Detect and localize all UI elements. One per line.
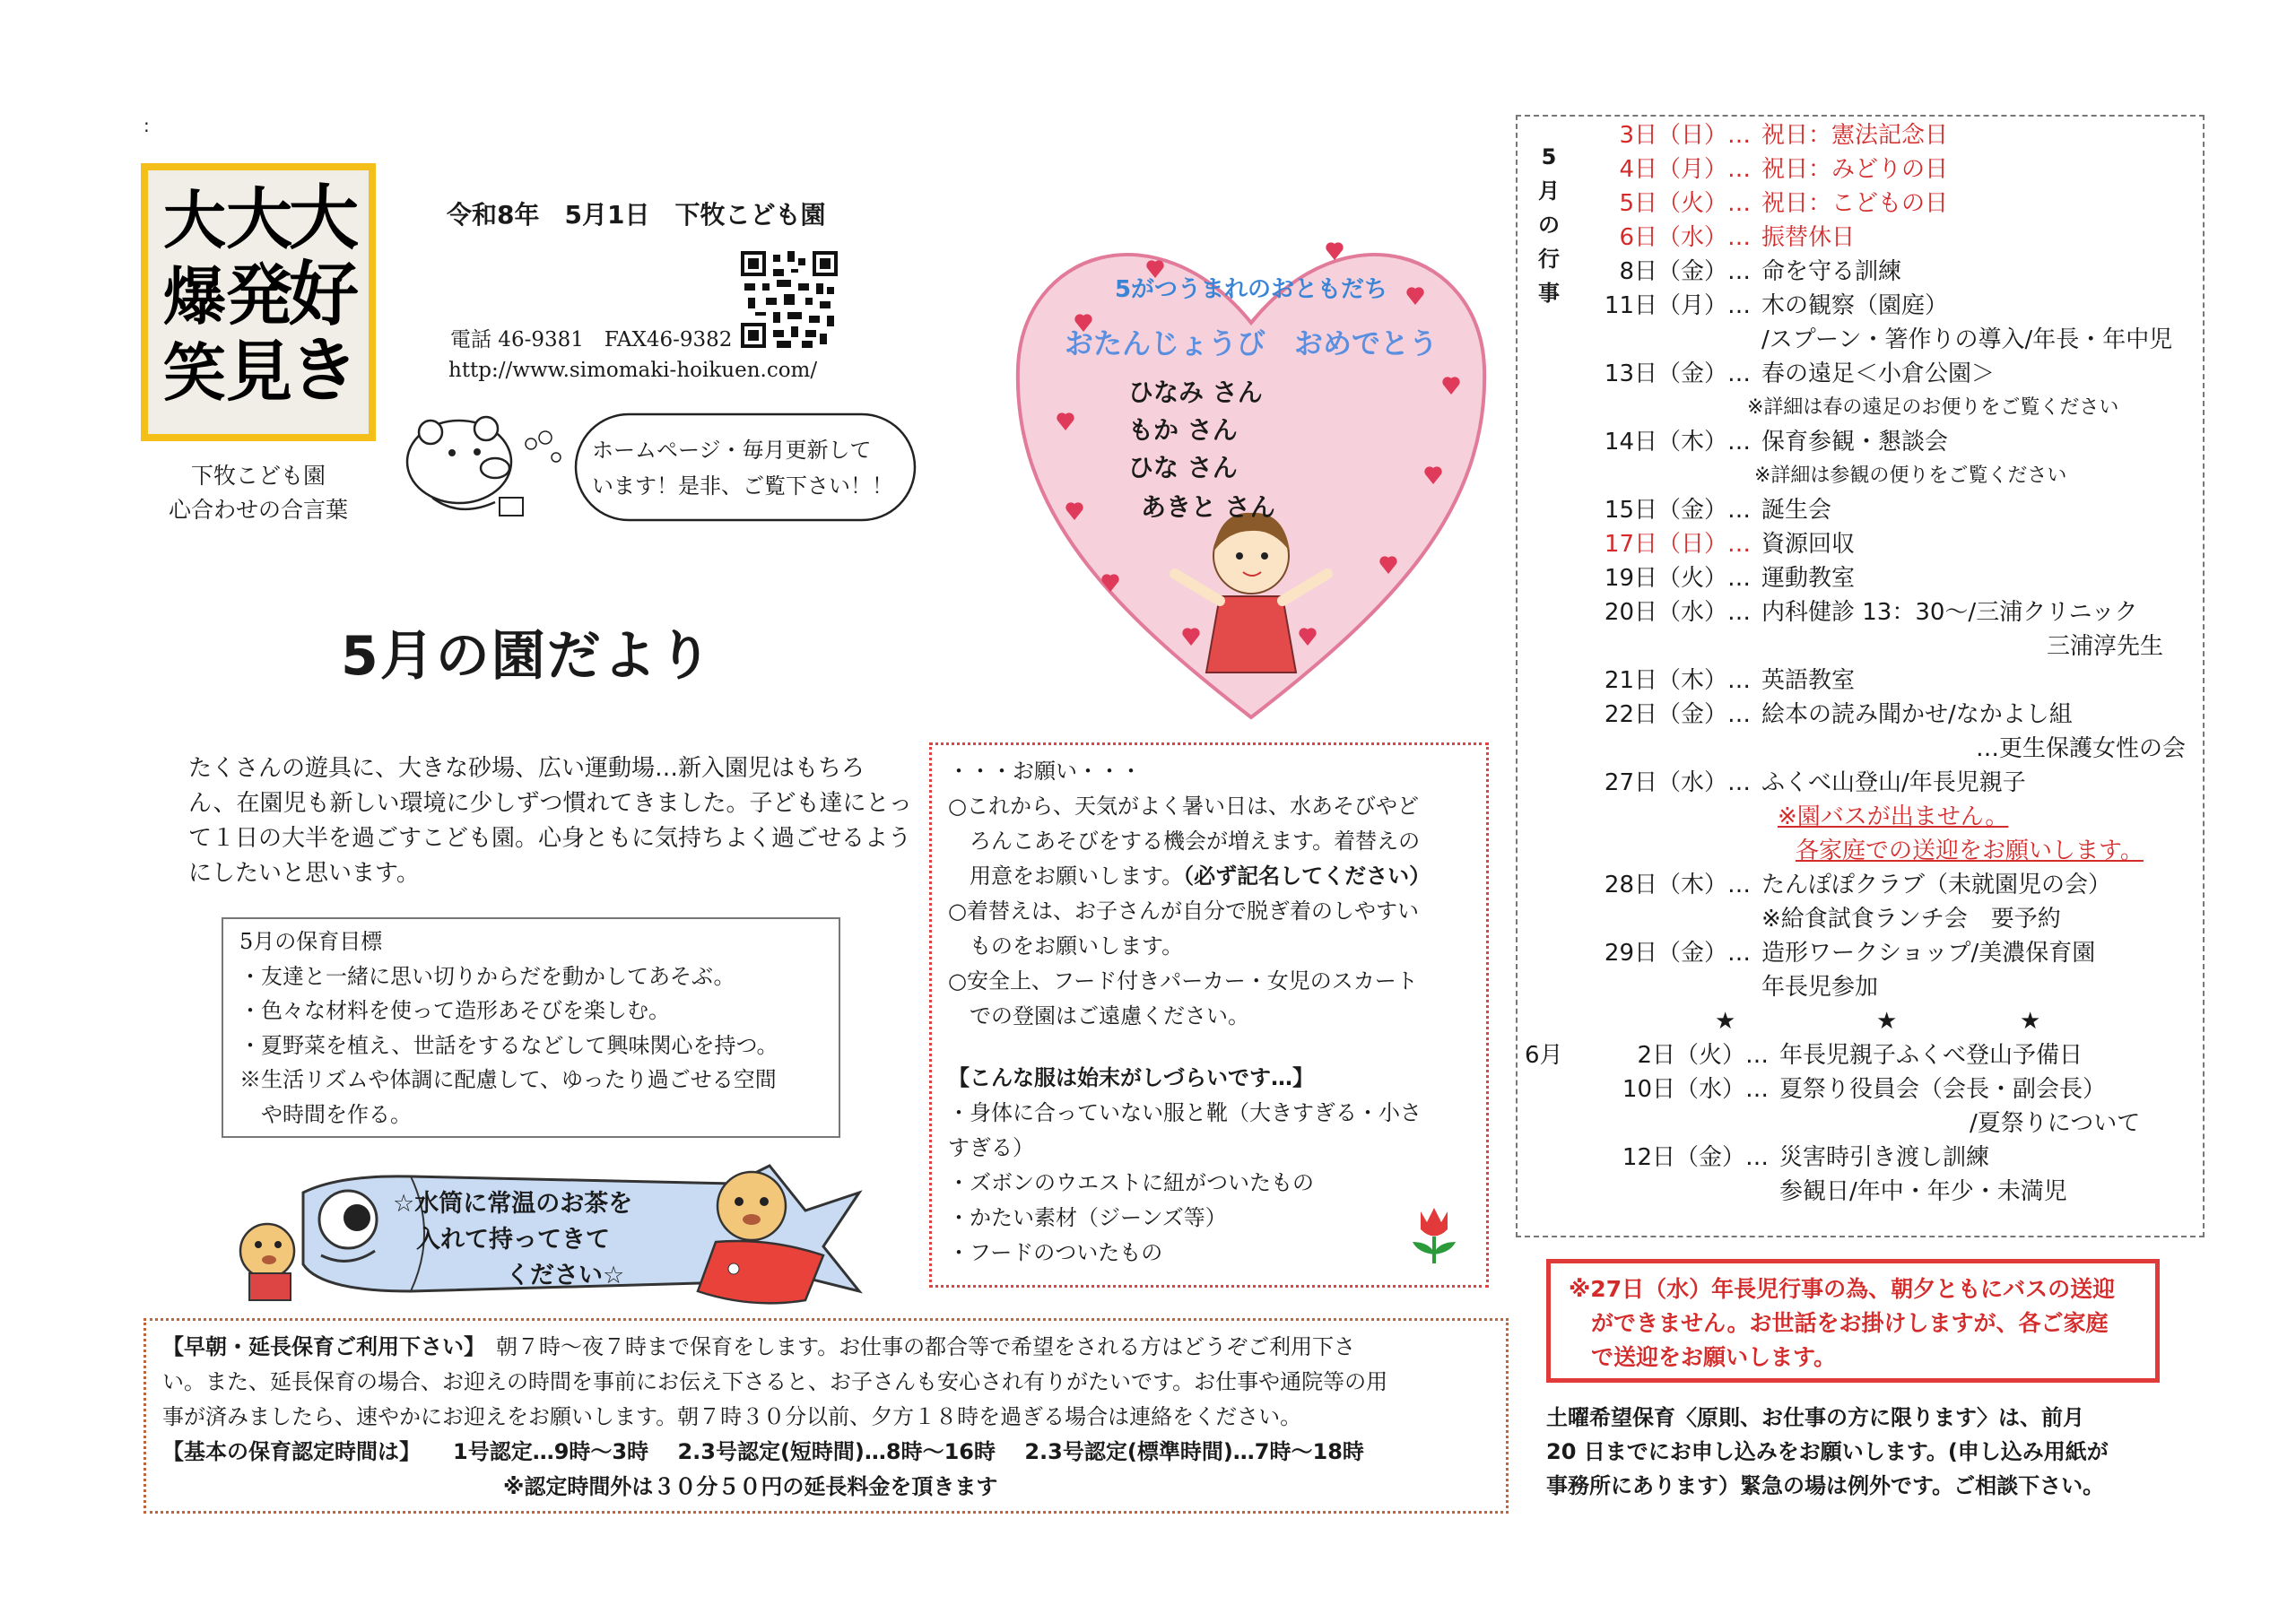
extended-heading: 【早朝・延長保育ご利用下さい】 (162, 1334, 474, 1359)
event-name: 祝日：憲法記念日 (1761, 122, 1949, 149)
event-name: 夏祭り役員会（会長・副会長） (1779, 1076, 2107, 1103)
request-line: ○安全上、フード付きパーカー・女児のスカート (948, 968, 1418, 994)
goal-item: ・友達と一緒に思い切りからだを動かしてあそぶ。 (239, 963, 735, 989)
event-name: たんぽぽクラブ（未就園児の会） (1761, 872, 2112, 898)
vtitle-char: 行 (1538, 247, 1560, 272)
event-date: 12日（金）… (1622, 1144, 1769, 1171)
goal-item: ・夏野菜を植え、世話をするなどして興味関心を持つ。 (239, 1032, 778, 1058)
clothes-item: すぎる） (948, 1135, 1034, 1160)
event-date: 4日（月）… (1619, 156, 1751, 183)
top-mark: : (144, 115, 150, 136)
event-name: 絵本の読み聞かせ/なかよし組 (1761, 701, 2073, 728)
request-line: ○これから、天気がよく暑い日は、水あそびやど (948, 794, 1419, 819)
bus-cancel-notice (1546, 1259, 2160, 1383)
event-date: 3日（日）… (1619, 122, 1751, 149)
event-date: 13日（金）… (1604, 360, 1751, 387)
event-name: 資源回収 (1761, 531, 1856, 558)
schedule-row (1589, 425, 1948, 459)
event-name: 年長児親子ふくべ登山予備日 (1779, 1042, 2083, 1069)
intro-line-3: て１日の大半を過ごすこども園。心身ともに気持ちよく過ごせるよう (188, 825, 912, 852)
spacer (948, 1034, 1431, 1061)
request-box (929, 742, 1489, 1288)
schedule-row (1589, 187, 1948, 221)
schedule-row (1589, 527, 1855, 561)
event-date: 17日（日）… (1604, 531, 1751, 558)
schedule-row (1589, 289, 1948, 323)
page-title: 5月の園だより (341, 625, 714, 688)
vtitle-char: 5 (1541, 144, 1557, 169)
bear-speech-illustration (396, 412, 917, 525)
saturday-care-notice (1546, 1401, 2109, 1503)
bus-notice-line: ※27日（水）年長児行事の為、朝夕ともにバスの送迎 (1569, 1276, 2116, 1302)
request-line-with-bold (948, 859, 1431, 894)
event-name: 振替休日 (1761, 224, 1856, 251)
schedule-row-continued: ※給食試食ランチ会 要予約 (1761, 906, 2061, 933)
request-line: ろんこあそびをする機会が増えます。着替えの (948, 829, 1421, 854)
logo-char-1: 好 (288, 254, 360, 335)
intro-line-1: たくさんの遊具に、大きな砂場、広い運動場…新入園児はもちろ (188, 755, 865, 782)
event-name: 英語教室 (1761, 667, 1856, 694)
schedule-row (1589, 664, 1855, 698)
koinobori-line-3: ください☆ (506, 1262, 625, 1289)
schedule-row (1589, 868, 2111, 902)
event-date: 20日（水）… (1604, 599, 1751, 626)
birthday-name: もか さん (1128, 415, 1238, 445)
goals-heading: 5月の保育目標 (239, 929, 383, 954)
extended-care-box (144, 1318, 1509, 1514)
june-label: 6月 (1525, 1042, 1563, 1069)
event-date: 11日（月）… (1604, 292, 1751, 319)
event-name: 祝日：みどりの日 (1761, 156, 1949, 183)
schedule-row (1607, 1141, 1989, 1175)
schedule-row (1589, 152, 1948, 187)
goal-item: や時間を作る。 (239, 1101, 412, 1127)
may-events-schedule (1516, 115, 2205, 1237)
bus-notice-line: で送迎をお願いします。 (1569, 1344, 1837, 1370)
logo-char-4: 発 (226, 257, 292, 334)
schedule-row (1589, 561, 1855, 595)
schedule-row (1589, 357, 1995, 391)
event-date: 19日（火）… (1604, 565, 1751, 592)
schedule-row (1589, 221, 1855, 255)
schedule-row (1589, 493, 1831, 527)
star-divider: ★ (2020, 1008, 2041, 1035)
extended-line-1 (162, 1330, 1506, 1365)
schedule-row-continued: 年長児参加 (1761, 974, 1879, 1001)
saturday-line: 20 日までにお申し込みをお願いします。(申し込み用紙が (1546, 1439, 2109, 1464)
event-date: 10日（水）… (1622, 1076, 1769, 1103)
vtitle-char: の (1538, 213, 1560, 238)
logo-char-8: 笑 (163, 335, 226, 410)
tulip-icon (1407, 1202, 1461, 1265)
schedule-row (1589, 118, 1948, 152)
star-divider: ★ (1876, 1008, 1898, 1035)
calligraphy-art (148, 170, 369, 434)
clothes-item: ・かたい素材（ジーンズ等） (948, 1205, 1227, 1230)
event-name: 命を守る訓練 (1761, 258, 1902, 285)
event-date: 28日（木）… (1604, 872, 1751, 898)
koinobori-line-1: ☆水筒に常温のお茶を (393, 1190, 633, 1218)
logo-char-6: 大 (163, 183, 226, 257)
schedule-row-continued: /スプーン・箸作りの導入/年長・年中児 (1761, 326, 2173, 353)
intro-line-2: ん、在園児も新しい環境に少しずつ慣れてきました。子ども達にとっ (188, 790, 913, 817)
schedule-row (1589, 595, 2138, 629)
birthday-name: ひな さん (1128, 453, 1238, 482)
event-name: 木の観察（園庭） (1761, 292, 1949, 319)
event-date: 6日（水）… (1619, 224, 1751, 251)
request-line-text: 用意をお願いします。 (948, 864, 1184, 889)
certification-hours: 【基本の保育認定時間は】 1号認定…9時～3時 2.3号認定(短時間)…8時～16時 2.3号認定(標準時間)…7時～18時 (162, 1439, 1364, 1464)
event-date: 2日（火）… (1637, 1042, 1769, 1069)
clothes-item: ・ズボンのウエストに紐がついたもの (948, 1170, 1314, 1195)
vtitle-char: 事 (1538, 281, 1560, 306)
event-date: 14日（木）… (1604, 429, 1751, 456)
schedule-vertical-title (1535, 140, 1562, 310)
extended-text: 朝７時～夜７時まで保育をします。お仕事の都合等で希望をされる方はどうぞご利用下さ (474, 1334, 1356, 1359)
request-heading: ・・・お願い・・・ (948, 759, 1142, 784)
request-line: ものをお願いします。 (948, 933, 1184, 959)
calligraphy-logo (141, 163, 376, 441)
phone-fax: 電話 46-9381 FAX46-9382 (450, 328, 733, 352)
schedule-row-continued: 参観日/年中・年少・未満児 (1779, 1178, 2067, 1205)
logo-char-0: 大 (288, 178, 360, 259)
request-line: での登園はご遠慮ください。 (948, 1003, 1249, 1028)
event-name: 誕生会 (1761, 497, 1832, 524)
schedule-row-continued: 三浦淳先生 (2046, 633, 2163, 660)
logo-char-7: 爆 (163, 259, 226, 334)
birthday-greeting: おたんじょうび おめでとう (1064, 326, 1438, 360)
logo-char-2: き (288, 330, 360, 412)
birthday-name: あきと さん (1141, 492, 1275, 522)
logo-char-5: 見 (226, 334, 292, 411)
event-date: 21日（木）… (1604, 667, 1751, 694)
logo-caption-2: 心合わせの合言葉 (168, 497, 348, 523)
schedule-row (1589, 698, 2073, 732)
event-name: 災害時引き渡し訓練 (1779, 1144, 1990, 1171)
bus-notice-line: ができません。お世話をお掛けしますが、各ご家庭 (1569, 1310, 2109, 1336)
event-name: 保育参観・懇談会 (1761, 429, 1949, 456)
koinobori-banner (231, 1157, 870, 1318)
event-name: ふくべ山登山/年長児親子 (1761, 769, 2026, 796)
bus-note-2: 各家庭での送迎をお願いします。 (1796, 838, 2144, 864)
schedule-row-continued: /夏祭りについて (1970, 1110, 2141, 1137)
qr-code[interactable] (741, 251, 838, 348)
event-date: 22日（金）… (1604, 701, 1751, 728)
event-name: 造形ワークショップ/美濃保育園 (1761, 940, 2096, 967)
schedule-row (1589, 255, 1901, 289)
schedule-note: ※詳細は春の遠足のお便りをご覧ください (1747, 396, 2119, 419)
goal-item: ・色々な材料を使って造形あそびを楽しむ。 (239, 998, 670, 1023)
intro-paragraph (188, 751, 912, 891)
intro-line-4: にしたいと思います。 (188, 860, 420, 887)
saturday-line: 土曜希望保育〈原則、お仕事の方に限ります〉は、前月 (1546, 1405, 2084, 1430)
request-line: ○着替えは、お子さんが自分で脱ぎ着のしやすい (948, 898, 1419, 924)
clothes-item: ・身体に合っていない服と靴（大きすぎる・小さ (948, 1100, 1422, 1125)
logo-char-3: 大 (226, 181, 292, 258)
event-date: 27日（水）… (1604, 769, 1751, 796)
goal-item: ※生活リズムや体調に配慮して、ゆったり過ごせる空間 (239, 1067, 777, 1092)
extended-line-3: 事が済みましたら、速やかにお迎えをお願いします。朝７時３０分以前、夕方１８時を過ぎる場合は連絡をください。 (162, 1404, 1302, 1429)
star-divider: ★ (1715, 1008, 1736, 1035)
saturday-line: 事務所にあります）緊急の場は例外です。ご相談下さい。 (1546, 1473, 2105, 1498)
request-content (948, 754, 1431, 1271)
event-name: 祝日：こどもの日 (1761, 190, 1949, 217)
event-date: 29日（金）… (1604, 940, 1751, 967)
event-name: 春の遠足＜小倉公園＞ (1761, 360, 1996, 387)
event-date: 15日（金）… (1604, 497, 1751, 524)
schedule-row (1589, 766, 2026, 800)
monthly-goals-box (222, 917, 840, 1138)
request-bold-note: （必ず記名してください） (1183, 864, 1431, 889)
birthday-subtitle: 5がつうまれのおともだち (1114, 276, 1388, 303)
extension-fee-note: ※認定時間外は３０分５０円の延長料金を頂きます (503, 1474, 998, 1499)
schedule-row-continued: …更生保護女性の会 (1975, 735, 2186, 762)
koinobori-line-2: 入れて持ってきて (416, 1226, 610, 1254)
schedule-row (1607, 1038, 2083, 1072)
birthday-name: ひなみ さん (1128, 378, 1263, 407)
event-date: 5日（火）… (1619, 190, 1751, 217)
extended-line-2: い。また、延長保育の場合、お迎えの時間を事前にお伝え下さると、お子さんも安心され有りがたいです。お仕事や通院等の用 (162, 1369, 1388, 1394)
speech-line-2: います！是非、ご覧下さい！！ (592, 473, 893, 499)
website-url[interactable]: http://www.simomaki-hoikuen.com/ (448, 359, 818, 382)
bus-note-1: ※園バスが出ません。 (1778, 803, 2009, 830)
logo-caption-1: 下牧こども園 (190, 463, 326, 489)
event-name: 内科健診 13：30～/三浦クリニック (1761, 599, 2138, 626)
birthday-heart (1004, 188, 1498, 726)
schedule-row (1589, 936, 2095, 970)
vtitle-char: 月 (1538, 178, 1560, 204)
event-date: 8日（金）… (1619, 258, 1751, 285)
speech-line-1: ホームページ・毎月更新して (592, 438, 872, 463)
date-line: 令和8年 5月1日 下牧こども園 (447, 200, 826, 230)
event-name: 運動教室 (1761, 565, 1856, 592)
clothes-item: ・フードのついたもの (948, 1240, 1163, 1265)
schedule-row (1607, 1072, 2106, 1107)
schedule-note: ※詳細は参観の便りをご覧ください (1754, 464, 2067, 487)
clothes-heading: 【こんな服は始末がしづらいです…】 (948, 1065, 1314, 1090)
